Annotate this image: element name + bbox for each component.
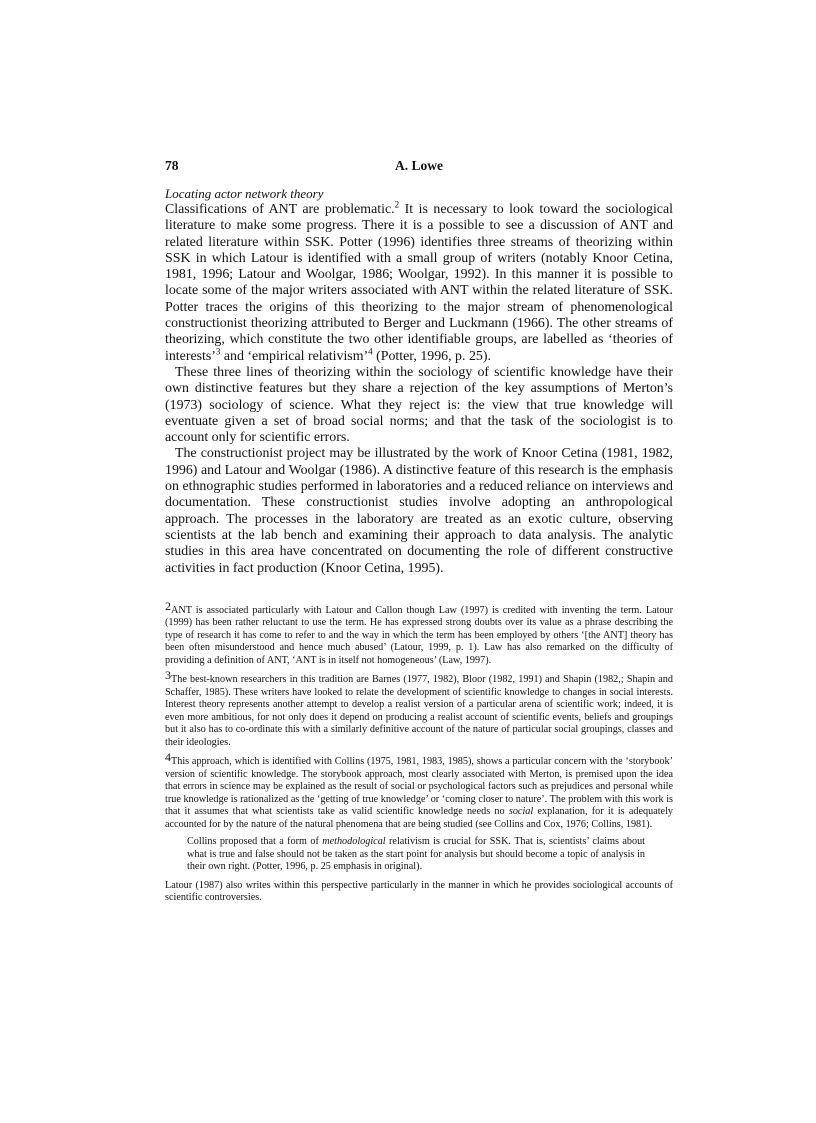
- page-number: 78: [165, 158, 179, 173]
- footnote-3: 3The best-known researchers in this tradition are Barnes (1977, 1982), Bloor (1982, 1991) and Shapin (1982,; Shapin and Schaffer, 1985). These writers have looked to relate the development of scientific knowledge to changes in social interests. Interest theory represents another attempt to develop a realist version of a particular arena of scientific work; indeed, it is even more ambitious, for not only does it depend on producing a realist account of scientific events, beliefs and groupings but it also has to co-ordinate this with a similarly definitive account of the nature of particular social groupings, classes and their ideologies.: [165, 668, 673, 748]
- footnotes: [165, 598, 673, 905]
- section-title: Locating actor network theory: [165, 186, 324, 201]
- footnote-continuation: Latour (1987) also writes within this perspective particularly in the manner in which he provides sociological accounts of scientific controversies.: [165, 879, 673, 904]
- running-header: [165, 158, 673, 174]
- footnote-number: 2: [165, 598, 171, 613]
- page: [165, 158, 673, 905]
- body-text: [165, 199, 673, 577]
- paragraph-3: The constructionist project may be illustrated by the work of Knoor Cetina (1981, 1982, 1996) and Latour and Woolgar (1986). A distinctive feature of this research is the emphasis on ethnographic studies performed in laboratories and a reduced reliance on interviews and documentation. These constructionist studies involve adopting an anthropological approach. The processes in the laboratory are treated as an exotic culture, observing scientists at the lab bench and examining their approach to data analysis. The analytic studies in this area have concentrated on documenting the role of different constructive activities in fact production (Knoor Cetina, 1995).: [165, 446, 673, 576]
- paragraph-2: These three lines of theorizing within the sociology of scientific knowledge have their own distinctive features but they share a rejection of the key assumptions of Merton’s (1973) sociology of science. What they reject is: the view that true knowledge will eventuate given a set of broad social norms; and that the task of the sociologist is to account only for scientific errors.: [165, 364, 673, 446]
- paragraph-1: Classifications of ANT are problematic.$^2$ It is necessary to look toward the sociological literature to make some progress. There it is a possible to see a discussion of ANT and related literature within SSK. Potter (1996) identifies three streams of theorizing within SSK in which Latour is identified with a small group of writers (notably Knoor Cetina, 1981, 1996; Latour and Woolgar, 1986; Woolgar, 1992). In this manner it is possible to locate some of the major writers associated with ANT within the related literature of SSK. Potter traces the origins of this theorizing to the major stream of phenomenological constructionist theorizing attributed to Berger and Luckmann (1966). The other streams of theorizing, which constitute the two other identifiable groups, are labelled as ‘theories of interests’$^3$ and ‘empirical relativism’$^4$ (Potter, 1996, p. 25).: [165, 199, 673, 364]
- footnote-2: 2ANT is associated particularly with Latour and Callon though Law (1997) is credited with inventing the term. Latour (1999) has been rather reluctant to use the term. He has expressed strong doubts over its value as a phrase describing the type of research it has come to refer to and the way in which the term has been employed by others ‘[the ANT] theory has been often misunderstood and hence much abused’ (Latour, 1999, p. 1). Law has also remarked on the difficulty of providing a definition of ANT, ‘ANT is in itself not homogeneous’ (Law, 1997).: [165, 598, 673, 666]
- footnote-ref-2: 2: [394, 199, 400, 210]
- running-author: A. Lowe: [395, 158, 443, 173]
- footnote-number: 3: [165, 668, 171, 683]
- footnote-ref-4: 4: [368, 346, 373, 357]
- footnote-4: 4This approach, which is identified with Collins (1975, 1981, 1983, 1985), shows a particular concern with the ‘storybook’ version of scientific knowledge. The storybook approach, most clearly associated with Merton, is premised upon the idea that errors in science may be explained as the result of social or psychological factors such as prejudices and personal while true knowledge is rationalized as the ‘getting of true knowledge’ or ‘coming closer to nature’. The problem with this work is that it assumes that what scientists take as valid scientific knowledge needs no social explanation, for it is adequately accounted for by the nature of the natural phenomena that are being studied (see Collins and Cox, 1976; Collins, 1981).: [165, 750, 673, 830]
- footnote-number: 4: [165, 750, 171, 765]
- footnote-blockquote: Collins proposed that a form of methodological relativism is crucial for SSK. That is, scientists’ claims about what is true and false should not be taken as the start point for analysis but should become a topic of analysis in their own right. (Potter, 1996, p. 25 emphasis in original).: [187, 836, 645, 873]
- footnote-ref-3: 3: [215, 346, 221, 357]
